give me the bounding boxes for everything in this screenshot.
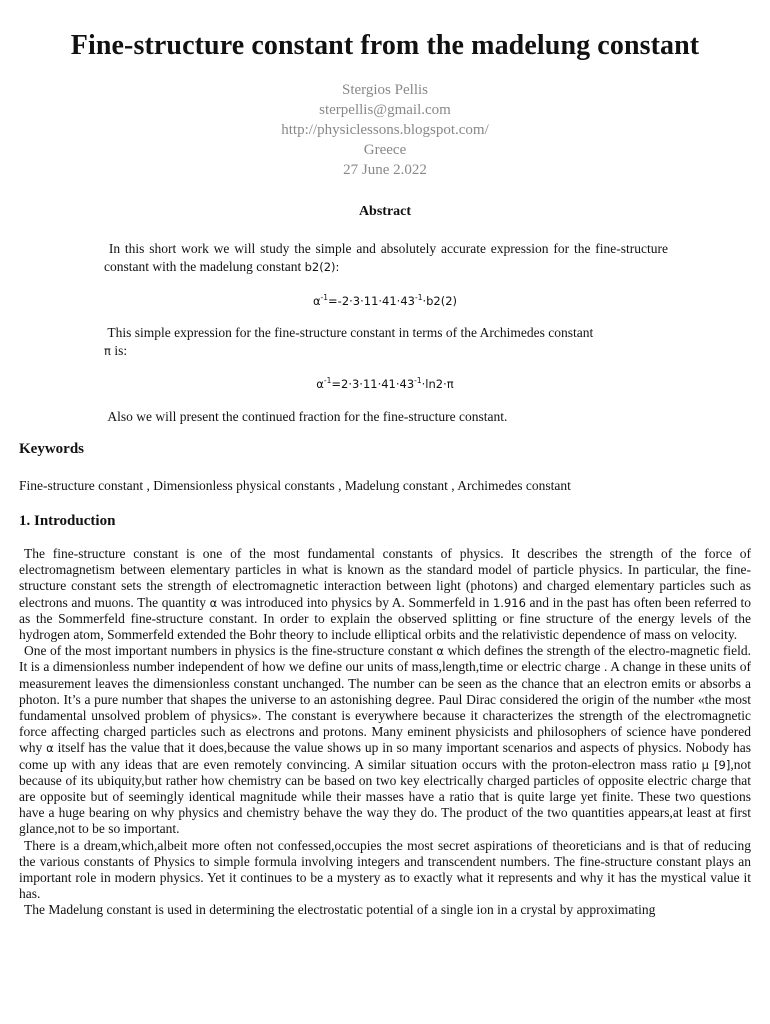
author-country: Greece — [363, 142, 407, 158]
intro-paragraph-2: One of the most important numbers in physics is the fine-structure constant α which defines the strength of the electro-magnetic field. It is a dimensionless number independent of how we define our units of mass,length,time or electric charge . A change in these units of measurement leaves the dimensionless constant unchanged. The number can be seen as the chance that an electron emits or absorbs a photon. It’s a pure number that shapes the universe to an astonishing degree. Paul Dirac considered the origin of the number «the most fundamental unsolved problem of physics». The constant is everywhere because it characterizes the strength of the electromagnetic force affecting charged particles such as electrons and protons. Many eminent physicists and philosophers of science have pondered why α itself has the value that it does,because the value shows up in so many important scenarios and aspects of physics. Nobody has come up with any ideas that are even remotely convincing. A similar situation occurs with the proton-electron mass ratio μ [9],not because of its ubiquity,but rather how chemistry can be based on two key electrically charged particles of opposite electric charge that are opposite but of seemingly identical magnitude while their masses have a ratio that is quite large yet finite. These two questions have a huge bearing on why physics and chemistry behave the way they do. The product of the two quantities appears,at least at first glance,not to be so important. — [19, 643, 752, 837]
introduction-body — [19, 546, 751, 919]
pi-symbol: π — [104, 344, 111, 358]
formula1-lhs-exponent: -1 — [320, 293, 329, 302]
formula-madelung — [0, 293, 770, 308]
formula1-mid: =-2·3·11·41·43 — [328, 294, 415, 308]
keywords-heading: Keywords — [19, 441, 84, 457]
abstract-para2-text: This simple expression for the fine-structure constant in terms of the Archimedes constant — [107, 325, 594, 340]
publication-date: 27 June 2.022 — [343, 162, 427, 178]
author-block — [0, 80, 770, 180]
abstract-para1-text: In this short work we will study the simple and absolutely accurate expression for the fine-structure constant with the madelung constant — [104, 241, 669, 274]
abstract-paragraph-2 — [104, 324, 668, 360]
abstract-para2-tail: is: — [114, 343, 128, 358]
author-name: Stergios Pellis — [342, 82, 428, 98]
abstract-para3-text: Also we will present the continued fraction for the fine-structure constant. — [107, 409, 508, 424]
alpha-symbol: α — [209, 595, 218, 610]
abstract-heading: Abstract — [358, 204, 412, 219]
abstract-paragraph-3 — [104, 408, 668, 426]
intro-paragraph-3: There is a dream,which,albeit more often not confessed,occupies the most secret aspirations of theoreticians and is that of reducing the various constants of Physics to simple formula involving integers and transcendent numbers. The fine-structure constant plays an important role in modern physics. Yet it continues to be a mystery as to exactly what it represents and why it has the mystical value it has. — [19, 837, 751, 902]
mu-symbol: μ [9] — [701, 757, 731, 772]
introduction-heading: 1. Introduction — [19, 513, 116, 529]
keywords-list: Fine-structure constant , Dimensionless physical constants , Madelung constant , Archimedes constant — [19, 478, 571, 493]
formula2-mid: =2·3·11·41·43 — [331, 377, 415, 391]
formula1-lhs: α — [312, 294, 321, 308]
formula1-mid-exponent: -1 — [414, 293, 423, 302]
madelung-symbol: b2(2): — [304, 260, 340, 274]
alpha-symbol: α — [436, 644, 444, 659]
formula2-lhs: α — [316, 377, 324, 391]
abstract-paragraph-1 — [104, 240, 668, 276]
author-email: sterpellis@gmail.com — [319, 102, 451, 118]
alpha-symbol: α — [46, 741, 54, 756]
formula-archimedes — [0, 376, 770, 391]
intro-paragraph-1: The fine-structure constant is one of the most fundamental constants of physics. It describes the strength of the force of electromagnetism between elementary particles in what is known as the standard model of particle physics. In particular, the fine-structure constant sets the strength of electromagnetic interaction between light (photons) and charged elementary particles such as electrons and muons. The quantity α was introduced into physics by A. Sommerfeld in 1.916 and in the past has often been referred to as the Sommerfeld fine-structure constant. In order to explain the observed splitting or fine structure of the energy levels of the hydrogen atom, Sommerfeld extended the Bohr theory to include elliptical orbits and the relativistic dependence of mass on velocity. — [19, 546, 752, 643]
year-value: 1.916 — [492, 595, 526, 610]
formula1-rhs: ·b2(2) — [422, 294, 458, 308]
author-website: http://physiclessons.blogspot.com/ — [281, 122, 489, 138]
formula2-lhs-exponent: -1 — [323, 376, 332, 385]
formula2-mid-exponent: -1 — [414, 376, 422, 385]
intro-paragraph-4: The Madelung constant is used in determining the electrostatic potential of a single ion in a crystal by approximating — [24, 902, 656, 918]
paper-title: Fine-structure constant from the madelung constant — [70, 30, 700, 61]
formula2-rhs: ·ln2·π — [421, 377, 454, 391]
